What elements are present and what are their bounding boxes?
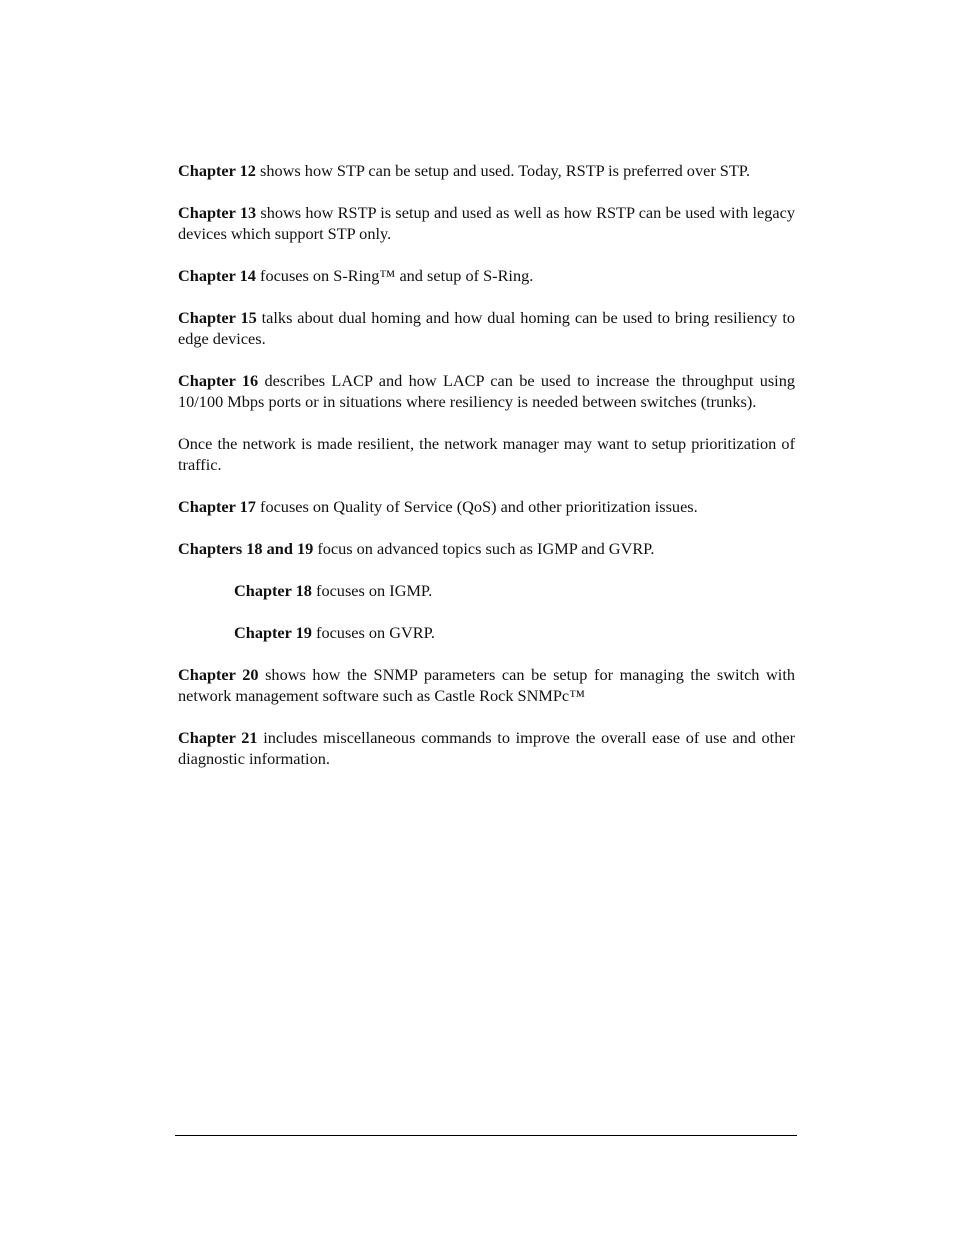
paragraph-chapter-16 bbox=[178, 370, 795, 412]
paragraph-chapter-17 bbox=[178, 496, 795, 517]
paragraph-text: focuses on GVRP. bbox=[311, 623, 435, 642]
paragraph-chapter-19 bbox=[234, 622, 795, 643]
paragraph-chapter-21 bbox=[178, 727, 795, 769]
chapter-reference: Chapter 18 bbox=[234, 581, 312, 600]
chapter-reference: Chapter 12 bbox=[178, 161, 256, 180]
chapter-reference: Chapter 14 bbox=[178, 266, 256, 285]
paragraph-text: includes miscellaneous commands to improve the overall ease of use and other diagnostic information. bbox=[178, 728, 795, 768]
paragraph-chapter-20 bbox=[178, 664, 795, 706]
chapter-reference: Chapter 20 bbox=[178, 665, 259, 684]
paragraph-chapters-18-19 bbox=[178, 538, 795, 559]
paragraph-text: shows how the SNMP parameters can be setup for managing the switch with network management software such as Castle Rock SNMPc™ bbox=[178, 665, 795, 705]
chapter-reference: Chapter 15 bbox=[178, 308, 257, 327]
paragraph-chapter-13 bbox=[178, 202, 795, 244]
paragraph-text: focuses on IGMP. bbox=[311, 581, 433, 600]
chapter-reference: Chapters 18 and 19 bbox=[178, 539, 314, 558]
document-body bbox=[178, 160, 795, 790]
chapter-reference: Chapter 19 bbox=[234, 623, 312, 642]
chapter-reference: Chapter 13 bbox=[178, 203, 257, 222]
paragraph-text: shows how RSTP is setup and used as well as how RSTP can be used with legacy devices which support STP only. bbox=[178, 203, 795, 243]
footer-divider bbox=[175, 1135, 797, 1136]
paragraph-chapter-15 bbox=[178, 307, 795, 349]
paragraph-text: describes LACP and how LACP can be used to increase the throughput using 10/100 Mbps ports or in situations where resiliency is needed between switches (trunks). bbox=[178, 371, 795, 411]
chapter-reference: Chapter 17 bbox=[178, 497, 256, 516]
paragraph-chapter-18 bbox=[234, 580, 795, 601]
paragraph-text: focuses on S-Ring™ and setup of S-Ring. bbox=[255, 266, 534, 285]
paragraph-text: shows how STP can be setup and used. Today, RSTP is preferred over STP. bbox=[255, 161, 751, 180]
paragraph-prioritization-intro bbox=[178, 433, 795, 475]
chapter-reference: Chapter 16 bbox=[178, 371, 259, 390]
paragraph-text: focuses on Quality of Service (QoS) and other prioritization issues. bbox=[255, 497, 698, 516]
paragraph-chapter-12 bbox=[178, 160, 795, 181]
paragraph-text: talks about dual homing and how dual homing can be used to bring resiliency to edge devices. bbox=[178, 308, 795, 348]
paragraph-chapter-14 bbox=[178, 265, 795, 286]
paragraph-text: Once the network is made resilient, the network manager may want to setup prioritization of traffic. bbox=[178, 434, 795, 474]
chapter-reference: Chapter 21 bbox=[178, 728, 258, 747]
paragraph-text: focus on advanced topics such as IGMP and GVRP. bbox=[313, 539, 655, 558]
